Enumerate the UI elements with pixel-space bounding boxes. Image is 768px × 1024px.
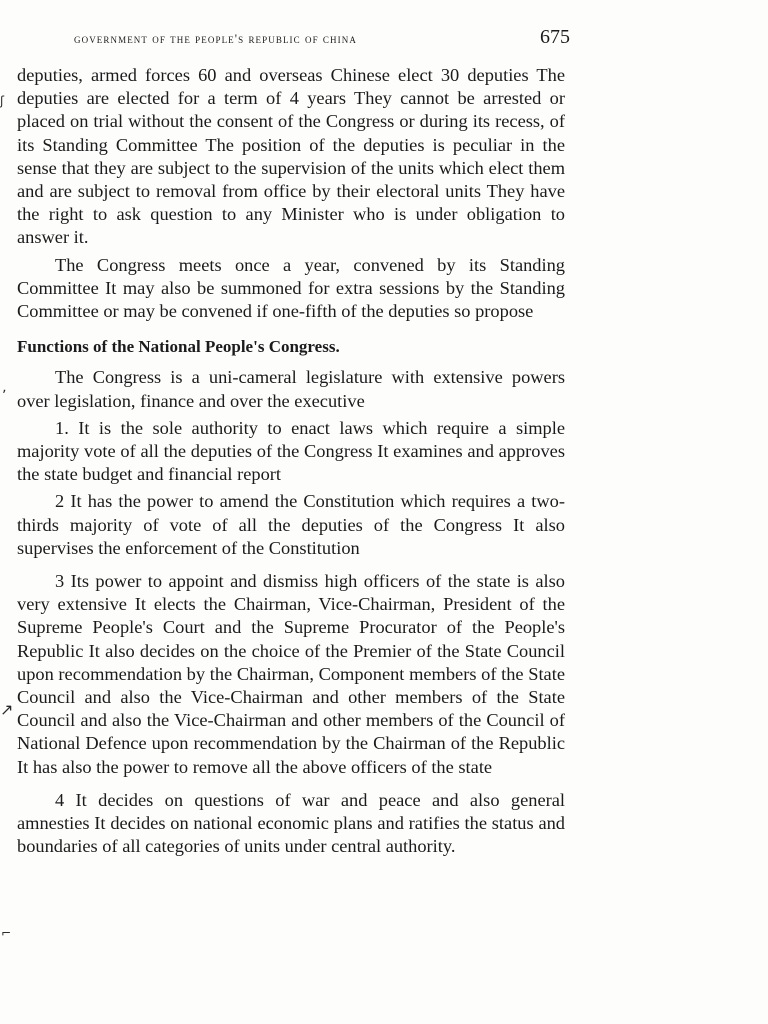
paragraph-function-1: 1. It is the sole authority to enact laws which require a simple majority vote of all the deputies of the Congress It examines and approves the state budget and financial report [17,417,565,485]
margin-pencil-mark: ⌐ [1,926,12,940]
running-head [74,26,574,54]
margin-pencil-mark: ʼ [2,388,7,404]
running-title: government of the people's republic of china [74,32,357,46]
paragraph-deputies: deputies, armed forces 60 and overseas Chinese elect 30 deputies The deputies are elected for a term of 4 years They cannot be arrested or placed on trial without the consent of the Congress or during its recess, of its Standing Committee The position of the deputies is peculiar in the sense that they are subject to the supervision of the units which elect them and are subject to removal from office by their electoral units They have the right to ask question to any Minister who is under obligation to answer it. [17,65,565,248]
paragraph-congress-meetings: The Congress meets once a year, convened by its Standing Committee It may also be summoned for extra sessions by the Standing Committee or may be convened if one-fifth of the deputies so propose [17,254,565,322]
paragraph-functions-intro: The Congress is a uni-cameral legislature with extensive powers over legislation, finance and over the executive [17,367,565,411]
page-number: 675 [540,26,570,48]
body-text [17,64,565,859]
margin-pencil-mark: ʃ [0,94,5,108]
margin-pencil-mark: ↗ [0,700,14,719]
paragraph-function-4: 4 It decides on questions of war and peace and also general amnesties It decides on national economic plans and ratifies the status and boundaries of all categories of units under central authority. [17,789,565,857]
paragraph-function-3: 3 Its power to appoint and dismiss high officers of the state is also very extensive It elects the Chairman, Vice-Chairman, President of the Supreme People's Court and the Supreme Procurator of the People's Republic It also decides on the choice of the Premier of the State Council upon recommendation by the Chairman, Component members of the State Council and also the Vice-Chairman and other members of the State Council and also the Vice-Chairman and other members of the Council of National Defence upon recommendation by the Chairman of the Republic It has also the power to remove all the above officers of the state [17,571,565,777]
section-heading: Functions of the National People's Congress. [17,337,340,357]
paragraph-function-2: 2 It has the power to amend the Constitution which requires a two-thirds majority of vote of all the deputies of the Congress It also supervises the enforcement of the Constitution [17,491,565,558]
